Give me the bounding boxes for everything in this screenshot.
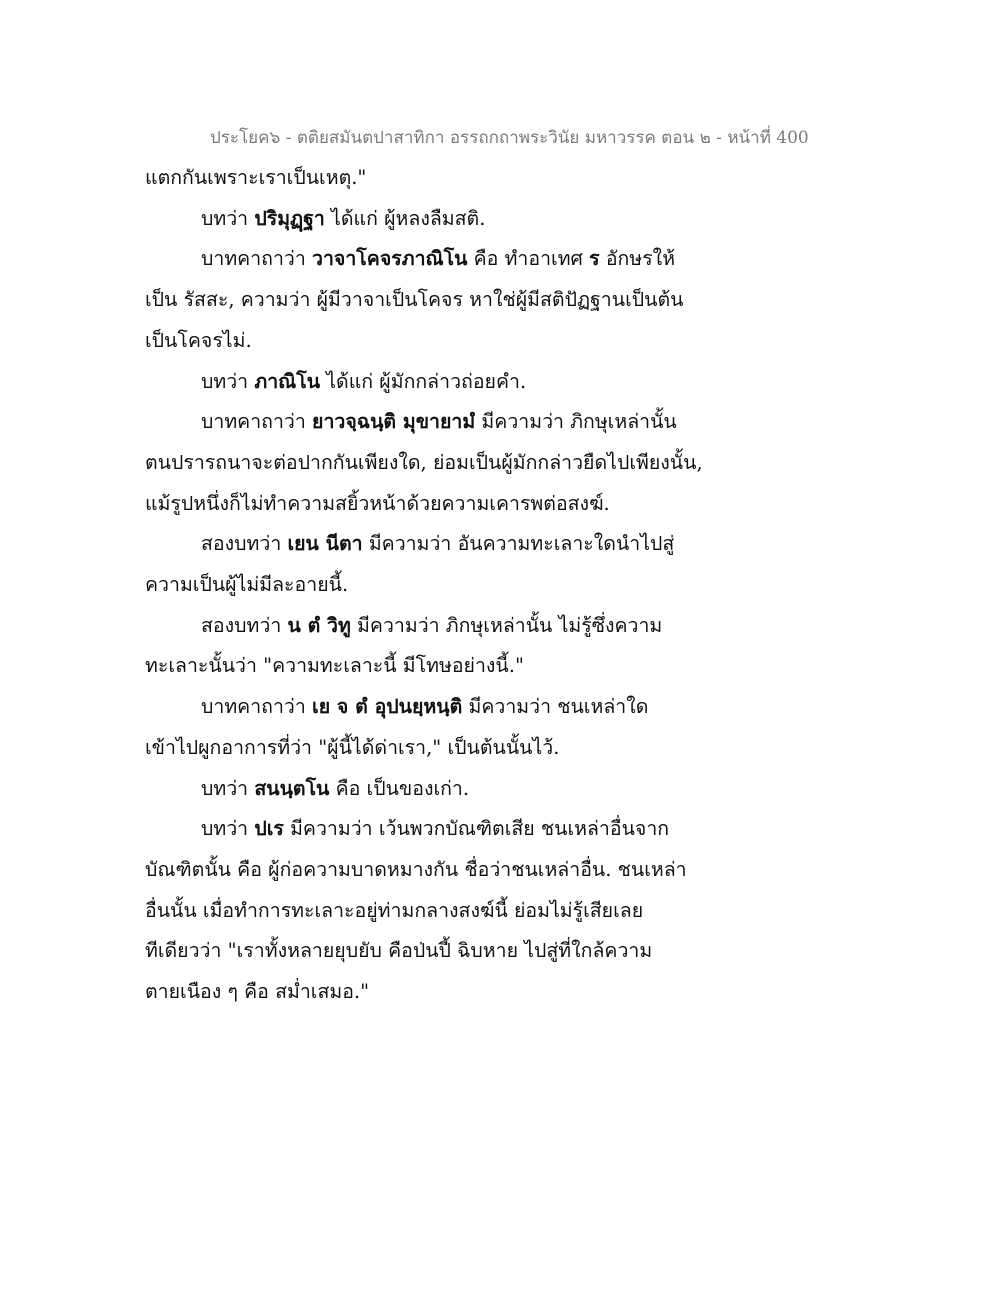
bold-term: เยน นีตา (287, 532, 363, 556)
text-segment: คือ ทำอาเทศ (467, 247, 590, 271)
text-line (145, 565, 705, 606)
text-segment: สองบทว่า (201, 532, 288, 556)
text-segment: ตนปรารถนาจะต่อปากกันเพียงใด, ย่อมเป็นผู้มักกล่าวยืดไปเพียงนั้น, (145, 450, 703, 474)
text-line (145, 199, 705, 240)
text-segment: ได้แก่ ผู้มักกล่าวถ่อยคำ. (320, 369, 527, 393)
text-segment: เป็นโคจรไม่. (145, 328, 252, 352)
bold-term: ร (589, 247, 600, 271)
text-line (145, 769, 705, 810)
text-segment: มีความว่า ชนเหล่าใด (462, 695, 649, 719)
text-line (145, 158, 705, 199)
bold-term: ภาณิโน (254, 369, 321, 393)
text-line (145, 728, 705, 769)
text-line (145, 362, 705, 403)
text-line (145, 972, 705, 1013)
text-segment: แม้รูปหนึ่งก็ไม่ทำความสยิ้วหน้าด้วยความเคารพต่อสงฆ์. (145, 491, 610, 515)
text-segment: บาทคาถาว่า (201, 410, 313, 434)
text-segment: สองบทว่า (201, 613, 288, 637)
text-segment: เข้าไปผูกอาการที่ว่า "ผู้นี้ได้ด่าเรา," เป็นต้นนั้นไว้. (145, 735, 560, 759)
text-segment: บัณฑิตนั้น คือ ผู้ก่อความบาดหมางกัน ชื่อว่าชนเหล่าอื่น. ชนเหล่า (145, 857, 687, 881)
text-segment: บทว่า (201, 776, 255, 800)
text-segment: ได้แก่ ผู้หลงลืมสติ. (324, 206, 486, 230)
text-segment: ตายเนือง ๆ คือ สม่ำเสมอ." (145, 980, 370, 1004)
text-line (145, 850, 705, 891)
text-line (145, 280, 705, 321)
text-segment: คือ เป็นของเก่า. (329, 776, 470, 800)
text-segment: บาทคาถาว่า (201, 247, 313, 271)
text-segment: ความเป็นผู้ไม่มีละอายนี้. (145, 573, 349, 597)
bold-term: เย จ ตํ อุปนยฺหนฺติ (312, 695, 463, 719)
text-segment: ทะเลาะนั้นว่า "ความทะเลาะนี้ มีโทษอย่างนี้." (145, 654, 524, 678)
text-segment: มีความว่า อันความทะเลาะใดนำไปสู่ (362, 532, 675, 556)
text-line (145, 239, 705, 280)
text-segment: ทีเดียวว่า "เราทั้งหลายยุบยับ คือป่นปี้ ฉิบหาย ไปสู่ที่ใกล้ความ (145, 939, 653, 963)
bold-term: ปเร (254, 817, 284, 841)
text-line (145, 402, 705, 443)
text-segment: บทว่า (201, 369, 255, 393)
text-line (145, 484, 705, 525)
text-line (145, 931, 705, 972)
body-text (145, 158, 705, 1013)
text-segment: มีความว่า ภิกษุเหล่านั้น ไม่รู้ซึ่งความ (350, 613, 663, 637)
text-line (145, 646, 705, 687)
bold-term: ปริมุฏฺฐา (254, 206, 325, 230)
text-line (145, 687, 705, 728)
text-line (145, 606, 705, 647)
text-line (145, 524, 705, 565)
text-segment: บาทคาถาว่า (201, 695, 313, 719)
text-line (145, 891, 705, 932)
bold-term: น ตํ วิทู (287, 613, 351, 637)
text-segment: แตกกันเพราะเราเป็นเหตุ." (145, 166, 367, 189)
text-segment: มีความว่า ภิกษุเหล่านั้น (475, 410, 677, 434)
text-segment: บทว่า (201, 817, 255, 841)
text-line (145, 809, 705, 850)
page-header: ประโยค๖ - ตติยสมันตปาสาทิกา อรรถกถาพระวินัย มหาวรรค ตอน ๒ - หน้าที่ 400 (210, 128, 809, 148)
bold-term: สนนฺตโน (254, 776, 330, 800)
text-segment: อักษรให้ (599, 247, 676, 271)
text-segment: บทว่า (201, 206, 255, 230)
text-line (145, 443, 705, 484)
bold-term: ยาวจฺฉนฺติ มุขายามํ (312, 410, 476, 434)
text-line (145, 321, 705, 362)
text-segment: มีความว่า เว้นพวกบัณฑิตเสีย ชนเหล่าอื่นจาก (283, 817, 670, 841)
bold-term: วาจาโคจรภาณิโน (312, 247, 468, 271)
text-segment: อื่นนั้น เมื่อทำการทะเลาะอยู่ท่ามกลางสงฆ์นี้ ย่อมไม่รู้เสียเลย (145, 898, 644, 922)
text-segment: เป็น รัสสะ, ความว่า ผู้มีวาจาเป็นโคจร หาใช่ผู้มีสติปัฏฐานเป็นต้น (145, 288, 684, 312)
